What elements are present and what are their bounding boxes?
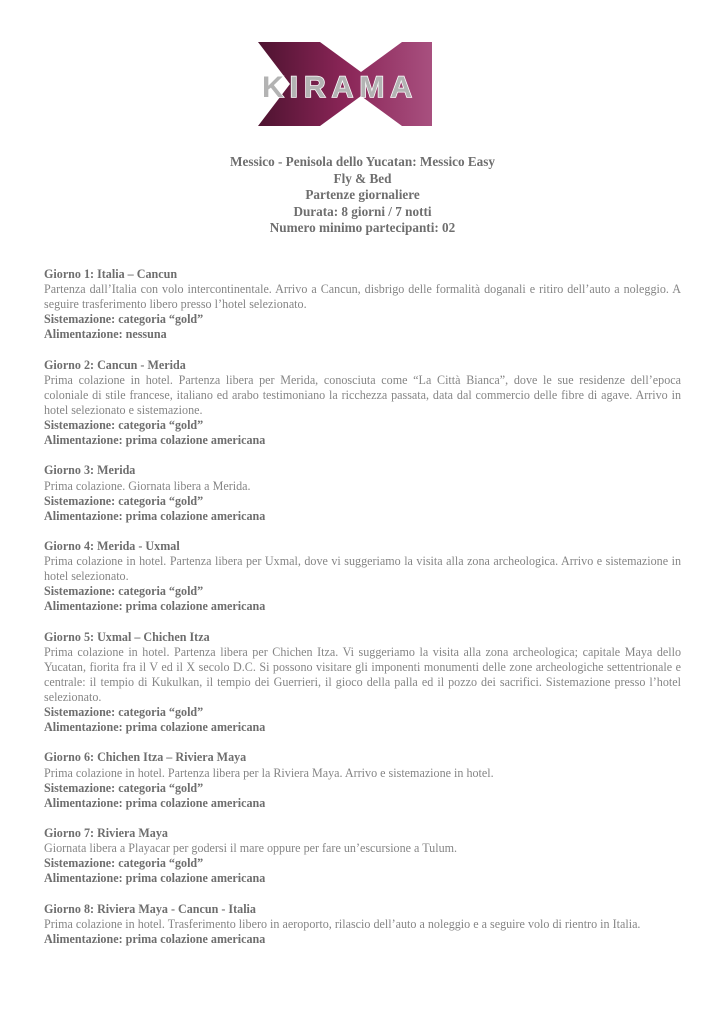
day-7 — [44, 826, 681, 886]
trip-title: Messico - Penisola dello Yucatan: Messico Easy — [230, 154, 495, 169]
day-description: Prima colazione in hotel. Partenza libera per Chichen Itza. Vi suggeriamo la visita alla zona archeologica; capitale Maya dello Yucatan, fiorita fra il V ed il X secolo D.C. Si possono visitare gli imponenti monumenti delle zone archeologiche settentrionale e centrale: il tempio di Kukulkan, il tempio dei Guerrieri, il gioco della palla ed il pozzo dei sacrifici. Sistemazione presso l’hotel selezionato. — [44, 644, 681, 704]
trip-min-participants: Numero minimo partecipanti: 02 — [269, 220, 456, 235]
trip-duration: Durata: 8 giorni / 7 notti — [293, 203, 432, 219]
itinerary — [44, 267, 681, 962]
day-4 — [44, 539, 681, 614]
trip-header — [0, 154, 725, 237]
kirama-logo-mark — [258, 42, 464, 126]
day-3 — [44, 463, 681, 523]
day-meals: Alimentazione: prima colazione americana — [44, 871, 266, 886]
brand-logo — [0, 0, 725, 140]
day-accommodation: Sistemazione: categoria “gold” — [44, 705, 204, 720]
day-8 — [44, 902, 681, 947]
day-description: Prima colazione in hotel. Partenza libera per Merida, conosciuta come “La Città Bianca”, dove le sue residenze dell’epoca coloniale di stile francese, italiano ed arabo testimoniano la ricchezza passata, data dal commercio delle fibre di agave. Arrivo in hotel selezionato e sistemazione. — [44, 372, 681, 417]
day-accommodation: Sistemazione: categoria “gold” — [44, 312, 204, 327]
day-title: Giorno 2: Cancun - Merida — [44, 357, 186, 372]
day-title: Giorno 8: Riviera Maya - Cancun - Italia — [44, 901, 256, 916]
day-meals: Alimentazione: prima colazione americana — [44, 720, 266, 735]
day-accommodation: Sistemazione: categoria “gold” — [44, 493, 204, 508]
day-description: Partenza dall’Italia con volo intercontinentale. Arrivo a Cancun, disbrigo delle formalità doganali e ritiro dell’auto a noleggio. A seguire trasferimento libero presso l’hotel selezionato. — [44, 282, 681, 312]
day-1 — [44, 267, 681, 342]
logo-text: KIRAMA — [262, 71, 418, 104]
day-accommodation: Sistemazione: categoria “gold” — [44, 584, 204, 599]
day-description: Prima colazione in hotel. Partenza libera per Uxmal, dove vi suggeriamo la visita alla zona archeologica. Arrivo e sistemazione in hotel selezionato. — [44, 554, 681, 584]
day-2 — [44, 358, 681, 449]
day-title: Giorno 6: Chichen Itza – Riviera Maya — [44, 750, 247, 765]
day-meals: Alimentazione: prima colazione americana — [44, 931, 266, 946]
day-description: Prima colazione in hotel. Partenza libera per la Riviera Maya. Arrivo e sistemazione in hotel. — [44, 765, 494, 780]
day-title: Giorno 5: Uxmal – Chichen Itza — [44, 629, 210, 644]
day-5 — [44, 630, 681, 736]
day-description: Prima colazione. Giornata libera a Merida. — [44, 478, 251, 493]
day-meals: Alimentazione: prima colazione americana — [44, 433, 266, 448]
day-title: Giorno 4: Merida - Uxmal — [44, 538, 180, 553]
day-meals: Alimentazione: nessuna — [44, 327, 167, 342]
trip-departures: Partenze giornaliere — [305, 187, 420, 202]
day-accommodation: Sistemazione: categoria “gold” — [44, 418, 204, 433]
day-title: Giorno 3: Merida — [44, 463, 136, 478]
day-description: Giornata libera a Playacar per godersi il mare oppure per fare un’escursione a Tulum. — [44, 841, 458, 856]
day-accommodation: Sistemazione: categoria “gold” — [44, 780, 204, 795]
day-title: Giorno 7: Riviera Maya — [44, 826, 168, 841]
day-6 — [44, 750, 681, 810]
trip-formula: Fly & Bed — [333, 170, 392, 186]
day-accommodation: Sistemazione: categoria “gold” — [44, 856, 204, 871]
day-meals: Alimentazione: prima colazione americana — [44, 599, 266, 614]
day-meals: Alimentazione: prima colazione americana — [44, 795, 266, 810]
day-title: Giorno 1: Italia – Cancun — [44, 267, 178, 281]
day-meals: Alimentazione: prima colazione americana — [44, 508, 266, 523]
day-description: Prima colazione in hotel. Trasferimento libero in aeroporto, rilascio dell’auto a noleggio e a seguire volo di rientro in Italia. — [44, 916, 641, 931]
